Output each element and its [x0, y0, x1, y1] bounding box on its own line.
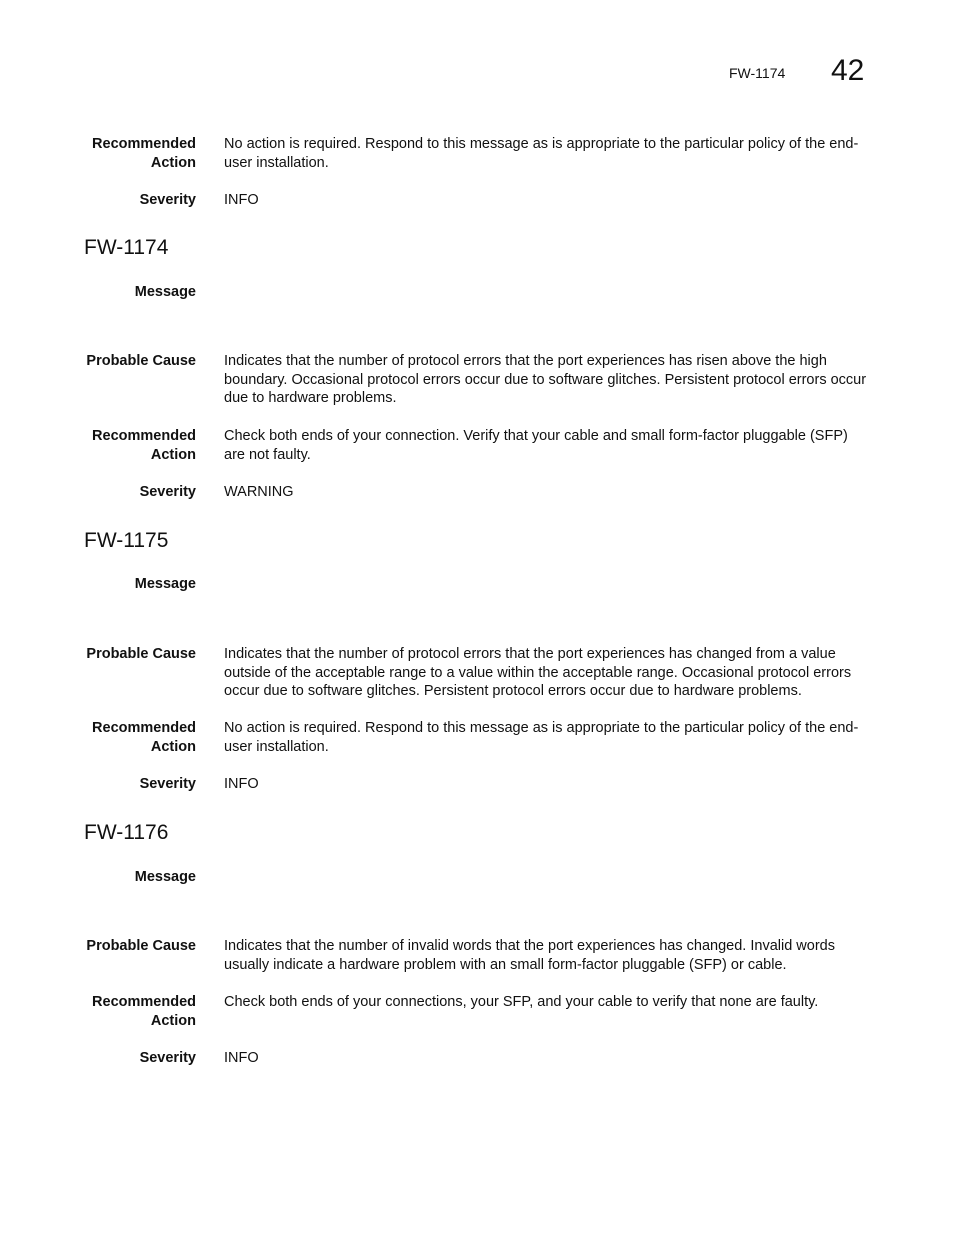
probable-cause-text: Indicates that the number of invalid words that the port experiences has changed. Invalid words usually indicate a hardware problem with an small form-factor pluggable (SFP) or cable.	[224, 938, 835, 973]
recommended-action-label	[46, 427, 196, 465]
label-line-2: Action	[150, 1013, 196, 1029]
label-line-1: Recommended	[92, 428, 196, 444]
severity-value: INFO	[224, 1050, 259, 1066]
recommended-action-text: No action is required. Respond to this message as is appropriate to the particular policy of the end-user installation.	[224, 720, 859, 755]
severity-label: Severity	[139, 192, 196, 208]
recommended-action-label	[46, 135, 196, 173]
running-header-code: FW-1174	[729, 65, 786, 81]
entry-title: FW-1174	[84, 236, 169, 259]
severity-label: Severity	[139, 776, 196, 792]
probable-cause-label: Probable Cause	[86, 646, 196, 662]
message-label: Message	[134, 869, 196, 885]
severity-value: WARNING	[224, 484, 294, 500]
label-line-2: Action	[150, 155, 196, 171]
label-line-2: Action	[150, 739, 196, 755]
severity-label: Severity	[139, 484, 196, 500]
message-label: Message	[134, 576, 196, 592]
label-line-1: Recommended	[92, 720, 196, 736]
recommended-action-label	[46, 719, 196, 757]
recommended-action-text: No action is required. Respond to this message as is appropriate to the particular policy of the end-user installation.	[224, 136, 859, 171]
recommended-action-text: Check both ends of your connections, your SFP, and your cable to verify that none are faulty.	[224, 994, 819, 1010]
probable-cause-label: Probable Cause	[86, 353, 196, 369]
label-line-1: Recommended	[92, 994, 196, 1010]
label-line-1: Recommended	[92, 136, 196, 152]
message-label: Message	[134, 284, 196, 300]
probable-cause-text: Indicates that the number of protocol errors that the port experiences has changed from a value outside of the acceptable range to a value within the acceptable range. Occasional protocol errors occur due to software glitches. Persistent protocol errors occur due to hardware problems.	[224, 646, 852, 699]
probable-cause-label: Probable Cause	[86, 938, 196, 954]
entry-title: FW-1176	[84, 821, 169, 844]
chapter-number: 42	[831, 54, 865, 87]
severity-value: INFO	[224, 192, 259, 208]
label-line-2: Action	[150, 447, 196, 463]
entry-title: FW-1175	[84, 529, 169, 552]
severity-label: Severity	[139, 1050, 196, 1066]
severity-value: INFO	[224, 776, 259, 792]
probable-cause-text: Indicates that the number of protocol errors that the port experiences has risen above the high boundary. Occasional protocol errors occur due to software glitches. Persistent protocol errors occur due to hardware problems.	[224, 353, 867, 406]
recommended-action-label	[46, 993, 196, 1031]
recommended-action-text: Check both ends of your connection. Verify that your cable and small form-factor pluggable (SFP) are not faulty.	[224, 428, 848, 463]
